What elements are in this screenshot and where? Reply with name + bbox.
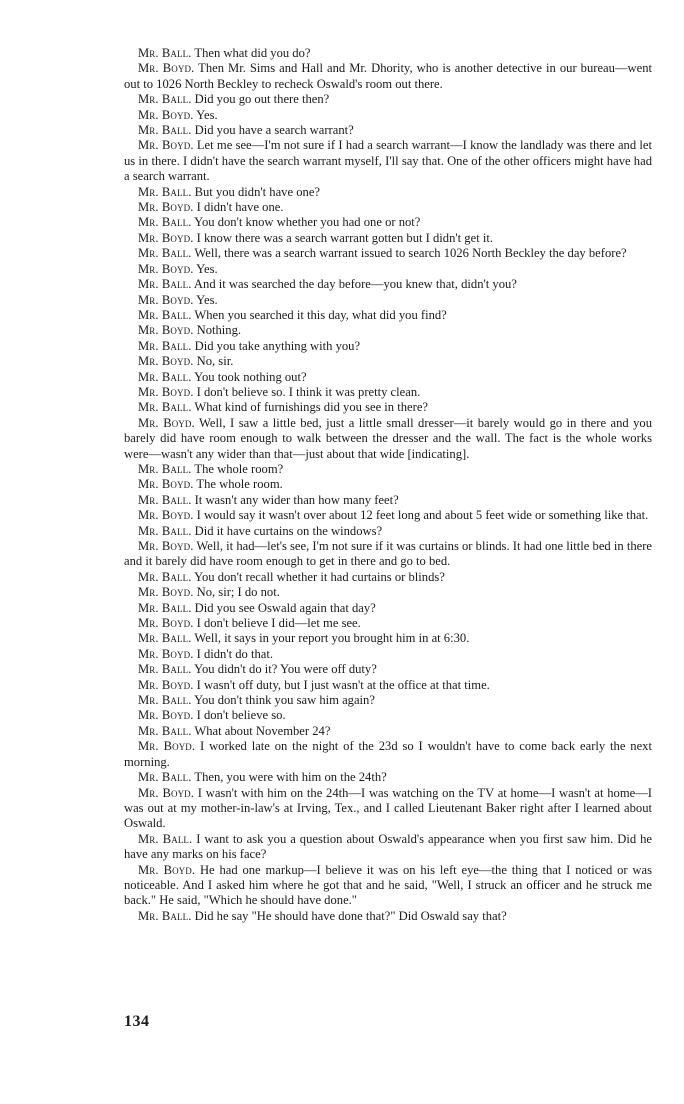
testimony-line: [124, 92, 652, 107]
testimony-line: [124, 909, 652, 924]
testimony-text: Well, it says in your report you brought him in at 6:30.: [194, 631, 470, 646]
testimony-line: [124, 339, 652, 354]
speaker-label: Mr. Boyd.: [138, 107, 194, 122]
testimony-text: The whole room?: [194, 461, 284, 476]
testimony-text: Well, there was a search warrant issued to search 1026 North Beckley the day before?: [194, 246, 627, 261]
testimony-text: I want to ask you a question about Oswald's appearance when you first saw him. Did he have any marks on his face?: [124, 831, 652, 862]
testimony-line: [124, 262, 652, 277]
testimony-text: I know there was a search warrant gotten but I didn't get it.: [196, 230, 493, 245]
testimony-line: [124, 123, 652, 138]
speaker-label: Mr. Boyd.: [138, 862, 196, 877]
speaker-label: Mr. Ball.: [138, 569, 192, 584]
speaker-label: Mr. Boyd.: [138, 646, 194, 661]
testimony-text: I don't believe so.: [196, 708, 286, 723]
speaker-label: Mr. Boyd.: [138, 616, 194, 631]
testimony-line: [124, 585, 652, 600]
speaker-label: Mr. Boyd.: [138, 323, 194, 338]
speaker-label: Mr. Ball.: [138, 492, 192, 507]
testimony-line: [124, 46, 652, 61]
testimony-text: I would say it wasn't over about 12 feet long and about 5 feet wide or something like that.: [196, 508, 649, 523]
testimony-line: [124, 647, 652, 662]
speaker-label: Mr. Boyd.: [138, 415, 195, 430]
testimony-line: [124, 662, 652, 677]
testimony-text: The whole room.: [196, 477, 283, 492]
testimony-text: Did you see Oswald again that day?: [194, 600, 376, 615]
testimony-line: [124, 786, 652, 832]
testimony-line: [124, 462, 652, 477]
page-number: 134: [124, 1013, 150, 1030]
speaker-label: Mr. Boyd.: [138, 677, 194, 692]
speaker-label: Mr. Boyd.: [138, 585, 194, 600]
testimony-line: [124, 215, 652, 230]
testimony-text: You took nothing out?: [194, 369, 307, 384]
speaker-label: Mr. Boyd.: [138, 292, 194, 307]
testimony-line: [124, 185, 652, 200]
testimony-text: Then, you were with him on the 24th?: [194, 770, 387, 785]
testimony-line: [124, 508, 652, 523]
testimony-line: [124, 385, 652, 400]
testimony-line: [124, 308, 652, 323]
testimony-text: Well, I saw a little bed, just a little small dresser—it barely would go in there and you barely did have room enough to walk between the dresser and the wall. The fact is the whole works were—wasn't any wider than that—just about that wide [indicating].: [124, 415, 653, 461]
testimony-text: I wasn't with him on the 24th—I was watching on the TV at home—I wasn't at home—I was out at my mother-in-law's at Irving, Tex., and I called Lieutenant Baker right after I learned about Oswald.: [124, 785, 653, 831]
testimony-line: [124, 570, 652, 585]
testimony-text: No, sir.: [196, 354, 234, 369]
testimony-text: I wasn't off duty, but I just wasn't at the office at that time.: [196, 677, 490, 692]
testimony-line: [124, 231, 652, 246]
speaker-label: Mr. Boyd.: [138, 477, 194, 492]
speaker-label: Mr. Ball.: [138, 631, 192, 646]
testimony-text: You don't recall whether it had curtains or blinds?: [194, 569, 445, 584]
testimony-line: [124, 739, 652, 770]
speaker-label: Mr. Ball.: [138, 307, 192, 322]
testimony-text: You didn't do it? You were off duty?: [194, 662, 377, 677]
testimony-text: You don't know whether you had one or not?: [194, 215, 421, 230]
speaker-label: Mr. Ball.: [138, 831, 193, 846]
testimony-lines: [124, 46, 652, 924]
speaker-label: Mr. Boyd.: [138, 739, 196, 754]
testimony-text: I didn't do that.: [196, 646, 274, 661]
speaker-label: Mr. Ball.: [138, 693, 192, 708]
testimony-text: Let me see—I'm not sure if I had a search warrant—I know the landlady was there and let us in there. I didn't have the search warrant myself, I'll say that. One of the other officers might have had a search warrant.: [124, 138, 652, 184]
testimony-text: When you searched it this day, what did you find?: [194, 307, 447, 322]
testimony-text: Yes.: [196, 107, 218, 122]
testimony-text: I worked late on the night of the 23d so I wouldn't have to come back early the next morning.: [124, 739, 652, 769]
testimony-line: [124, 138, 652, 184]
speaker-label: Mr. Boyd.: [138, 508, 194, 523]
testimony-text: I didn't have one.: [196, 200, 284, 215]
testimony-line: [124, 200, 652, 215]
testimony-text: Then what did you do?: [194, 46, 311, 60]
testimony-line: [124, 631, 652, 646]
testimony-text: But you didn't have one?: [194, 184, 320, 199]
testimony-line: [124, 277, 652, 292]
speaker-label: Mr. Boyd.: [138, 384, 194, 399]
testimony-text: Yes.: [196, 261, 218, 276]
testimony-text: I don't believe I did—let me see.: [196, 616, 361, 631]
speaker-label: Mr. Ball.: [138, 461, 192, 476]
testimony-line: [124, 416, 652, 462]
testimony-line: [124, 708, 652, 723]
testimony-line: [124, 832, 652, 863]
testimony-line: [124, 293, 652, 308]
speaker-label: Mr. Ball.: [138, 184, 192, 199]
speaker-label: Mr. Boyd.: [138, 61, 195, 76]
speaker-label: Mr. Ball.: [138, 92, 192, 107]
testimony-line: [124, 524, 652, 539]
testimony-line: [124, 601, 652, 616]
testimony-line: [124, 108, 652, 123]
speaker-label: Mr. Ball.: [138, 46, 192, 60]
speaker-label: Mr. Ball.: [138, 369, 192, 384]
testimony-text: Then Mr. Sims and Hall and Mr. Dhority, who is another detective in our bureau—went out to 1026 North Beckley to recheck Oswald's room out there.: [124, 61, 652, 91]
testimony-line: [124, 493, 652, 508]
testimony-line: [124, 323, 652, 338]
testimony-line: [124, 863, 652, 909]
testimony-line: [124, 61, 652, 92]
testimony-text: What kind of furnishings did you see in there?: [194, 400, 429, 415]
speaker-label: Mr. Ball.: [138, 770, 192, 785]
speaker-label: Mr. Ball.: [138, 400, 192, 415]
testimony-line: [124, 477, 652, 492]
speaker-label: Mr. Boyd.: [138, 200, 194, 215]
testimony-text: Did you have a search warrant?: [194, 123, 354, 138]
testimony-text: What about November 24?: [194, 723, 331, 738]
speaker-label: Mr. Ball.: [138, 662, 192, 677]
speaker-label: Mr. Boyd.: [138, 708, 194, 723]
speaker-label: Mr. Boyd.: [138, 785, 195, 800]
speaker-label: Mr. Ball.: [138, 338, 192, 353]
speaker-label: Mr. Ball.: [138, 523, 192, 538]
testimony-line: [124, 246, 652, 261]
testimony-line: [124, 400, 652, 415]
testimony-text: Did you go out there then?: [194, 92, 330, 107]
testimony-text: Did you take anything with you?: [194, 338, 361, 353]
testimony-text: You don't think you saw him again?: [194, 693, 375, 708]
speaker-label: Mr. Ball.: [138, 215, 192, 230]
testimony-line: [124, 354, 652, 369]
speaker-label: Mr. Ball.: [138, 246, 192, 261]
speaker-label: Mr. Boyd.: [138, 138, 194, 153]
testimony-text: He had one markup—I believe it was on his left eye—the thing that I noticed or was noticeable. And I asked him where he got that and he said, "Well, I struck an officer and he struck me back." He said, "Which he should have done.": [124, 862, 652, 908]
testimony-text: No, sir; I do not.: [196, 585, 280, 600]
speaker-label: Mr. Boyd.: [138, 230, 194, 245]
testimony-text: Nothing.: [196, 323, 242, 338]
testimony-line: [124, 616, 652, 631]
testimony-text: Did it have curtains on the windows?: [194, 523, 383, 538]
speaker-label: Mr. Ball.: [138, 908, 192, 923]
testimony-text: Yes.: [196, 292, 218, 307]
testimony-line: [124, 370, 652, 385]
testimony-text: And it was searched the day before—you knew that, didn't you?: [193, 277, 517, 292]
speaker-label: Mr. Ball.: [138, 123, 192, 138]
testimony-line: [124, 678, 652, 693]
testimony-text: Did he say "He should have done that?" Did Oswald say that?: [194, 908, 507, 923]
speaker-label: Mr. Ball.: [138, 723, 192, 738]
speaker-label: Mr. Ball.: [138, 600, 192, 615]
speaker-label: Mr. Boyd.: [138, 261, 194, 276]
testimony-text: Well, it had—let's see, I'm not sure if it was curtains or blinds. It had one little bed in there and it barely did have room enough to get in there and go to bed.: [124, 539, 652, 569]
testimony-line: [124, 770, 652, 785]
speaker-label: Mr. Boyd.: [138, 539, 194, 553]
speaker-label: Mr. Boyd.: [138, 354, 194, 369]
transcript-page: [124, 46, 652, 924]
testimony-line: [124, 693, 652, 708]
testimony-text: It wasn't any wider than how many feet?: [194, 492, 399, 507]
testimony-line: [124, 724, 652, 739]
speaker-label: Mr. Ball.: [138, 277, 192, 292]
testimony-line: [124, 539, 652, 570]
testimony-text: I don't believe so. I think it was pretty clean.: [196, 384, 421, 399]
